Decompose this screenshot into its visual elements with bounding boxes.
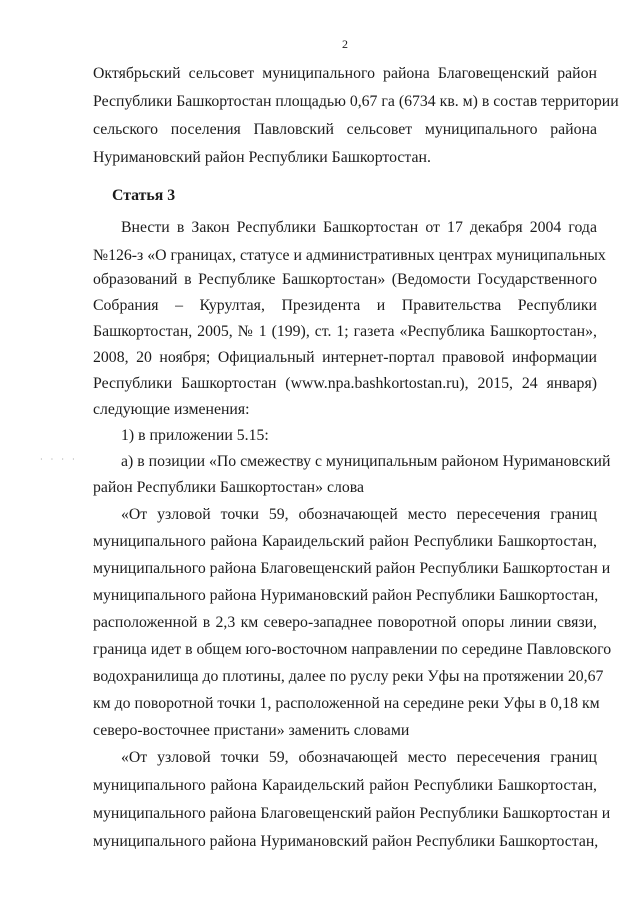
text-line: №126-з «О границах, статусе и административных центрах муниципальных (93, 247, 606, 264)
text-line: следующие изменения: (93, 401, 250, 418)
text-line: муниципального района Нуримановский район Республики Башкортостан, (93, 833, 599, 850)
text-line: «От узловой точки 59, обозначающей место пересечения границ (121, 749, 597, 766)
text-line: водохранилища до плотины, далее по руслу реки Уфы на протяжении 20,67 (93, 668, 604, 685)
text-line: расположенной в 2,3 км северо-западнее поворотной опоры линии связи, (93, 614, 597, 631)
text-line: а) в позиции «По смежеству с муниципальным районом Нуримановский (121, 453, 611, 470)
text-line: Собрания – Курултая, Президента и Правительства Республики (93, 297, 597, 314)
text-line: км до поворотной точки 1, расположенной на середине реки Уфы в 0,18 км (93, 695, 600, 712)
page-number: 2 (342, 37, 348, 51)
text-line: муниципального района Нуримановский район Республики Башкортостан, (93, 587, 599, 604)
text-line: Октябрьский сельсовет муниципального района Благовещенский район (93, 65, 597, 82)
text-line: Нуримановский район Республики Башкортостан. (93, 149, 431, 166)
text-line: муниципального района Караидельский район Республики Башкортостан, (93, 533, 597, 550)
text-line: сельского поселения Павловский сельсовет муниципального района (93, 121, 597, 138)
text-line: Башкортостан, 2005, № 1 (199), ст. 1; газета «Республика Башкортостан», (93, 323, 597, 340)
text-line: Внести в Закон Республики Башкортостан от 17 декабря 2004 года (121, 219, 597, 236)
article-heading: Статья 3 (112, 187, 176, 204)
text-line: 2008, 20 ноября; Официальный интернет-портал правовой информации (93, 349, 597, 366)
list-item: 1) в приложении 5.15: (121, 427, 269, 444)
text-line: Республики Башкортостан (www.npa.bashkortostan.ru), 2015, 24 января) (93, 375, 597, 392)
text-line: район Республики Башкортостан» слова (93, 479, 365, 496)
margin-marks: · · · · (40, 455, 78, 464)
text-line: муниципального района Караидельский район Республики Башкортостан, (93, 777, 597, 794)
text-line: граница идет в общем юго-восточном направлении по середине Павловского (93, 641, 612, 658)
text-line: муниципального района Благовещенский район Республики Башкортостан и (93, 560, 611, 577)
text-line: северо-восточнее пристани» заменить словами (93, 722, 410, 739)
text-line: образований в Республике Башкортостан» (Ведомости Государственного (93, 271, 597, 288)
text-line: Республики Башкортостан площадью 0,67 га (6734 кв. м) в состав территории (93, 93, 619, 110)
text-line: «От узловой точки 59, обозначающей место пересечения границ (121, 506, 597, 523)
text-line: муниципального района Благовещенский район Республики Башкортостан и (93, 805, 611, 822)
